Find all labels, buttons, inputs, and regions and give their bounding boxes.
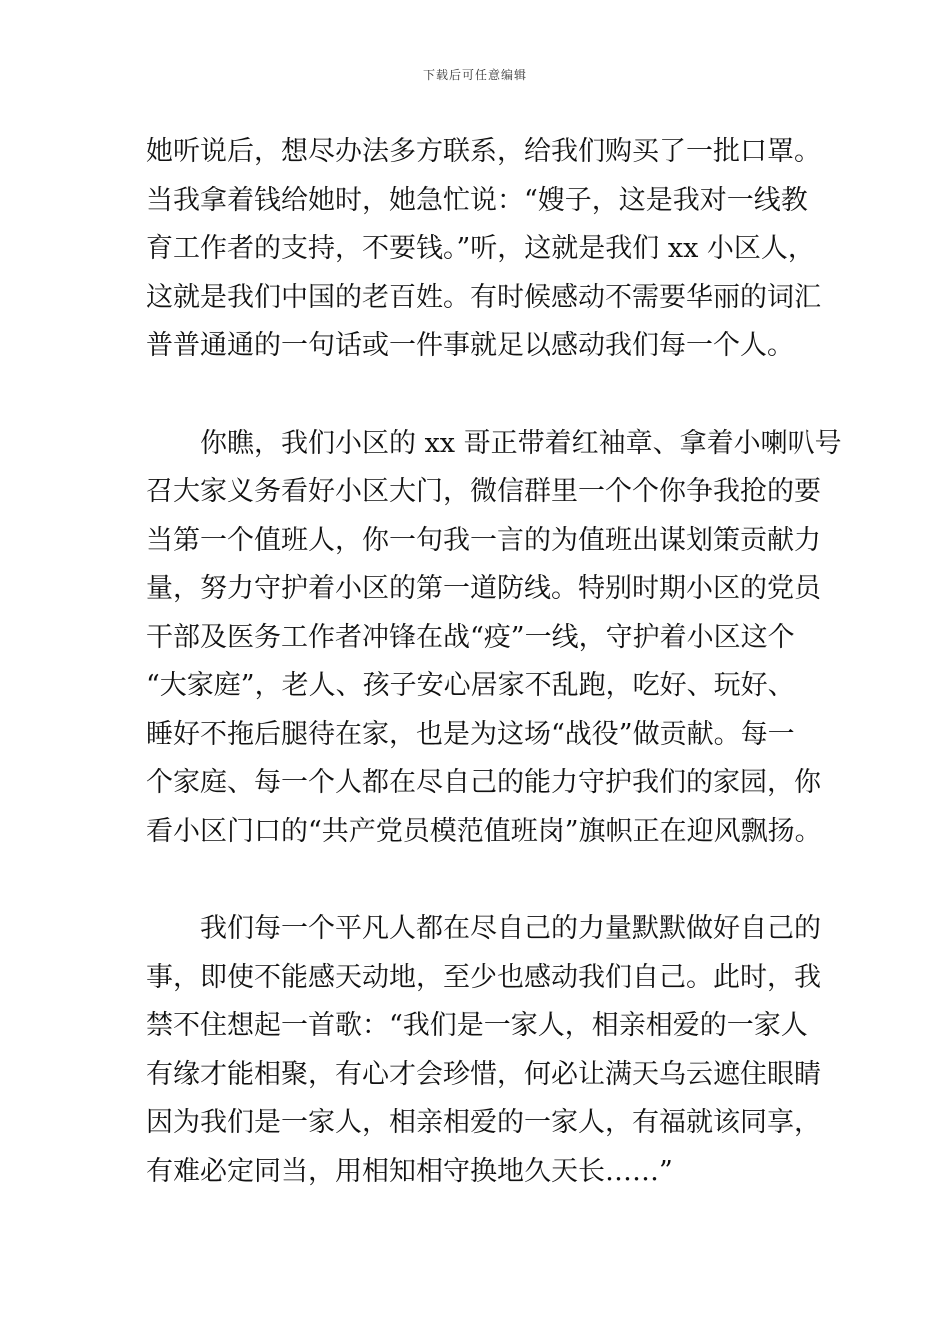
text-line: 睡好不拖后腿待在家，也是为这场“战役”做贡献。每一 [146,718,795,750]
text-line: 量，努力守护着小区的第一道防线。特别时期小区的党员 [146,573,821,604]
text-line: 普普通通的一句话或一件事就足以感动我们每一个人。 [146,330,794,361]
text-line: 干部及医务工作者冲锋在战“疫”一线，守护着小区这个 [146,621,795,653]
paragraph-3 [146,905,821,1196]
text-line: 我们每一个平凡人都在尽自己的力量默默做好自己的 [200,913,821,944]
text-line: 禁不住想起一首歌：“我们是一家人，相亲相爱的一家人 [146,1010,808,1041]
document-body [146,128,842,1196]
text-line: 因为我们是一家人，相亲相爱的一家人，有福就该同享， [146,1107,821,1138]
text-line: 看小区门口的“共产党员模范值班岗”旗帜正在迎风飘扬。 [146,815,822,847]
text-line: “大家庭”，老人、孩子安心居家不乱跑，吃好、玩好、 [146,670,795,701]
text-line: 个家庭、每一个人都在尽自己的能力守护我们的家园，你 [146,767,821,798]
paragraph-2 [146,420,842,857]
paragraph-spacer [146,371,808,420]
paragraph-spacer [146,856,808,905]
text-line: 有缘才能相聚，有心才会珍惜，何必让满天乌云遮住眼睛 [146,1058,821,1090]
text-line: 事，即使不能感天动地，至少也感动我们自己。此时，我 [146,961,821,993]
text-line: 召大家义务看好小区大门，微信群里一个个你争我抢的要 [146,476,821,507]
text-line: 育工作者的支持，不要钱。”听，这就是我们 xx 小区人， [146,233,815,264]
paragraph-1 [146,128,821,371]
page-header-note: 下载后可任意编辑 [422,68,527,82]
text-line: 当第一个值班人，你一句我一言的为值班出谋划策贡献力 [146,524,821,556]
text-line: 你瞧，我们小区的 xx 哥正带着红袖章、拿着小喇叭号 [200,427,842,459]
text-line: 她听说后，想尽办法多方联系，给我们购买了一批口罩。 [146,136,821,167]
text-line: 有难必定同当，用相知相守换地久天长……” [146,1155,673,1187]
text-line: 当我拿着钱给她时，她急忙说：“嫂子，这是我对一线教 [146,184,808,216]
text-line: 这就是我们中国的老百姓。有时候感动不需要华丽的词汇 [146,281,821,313]
